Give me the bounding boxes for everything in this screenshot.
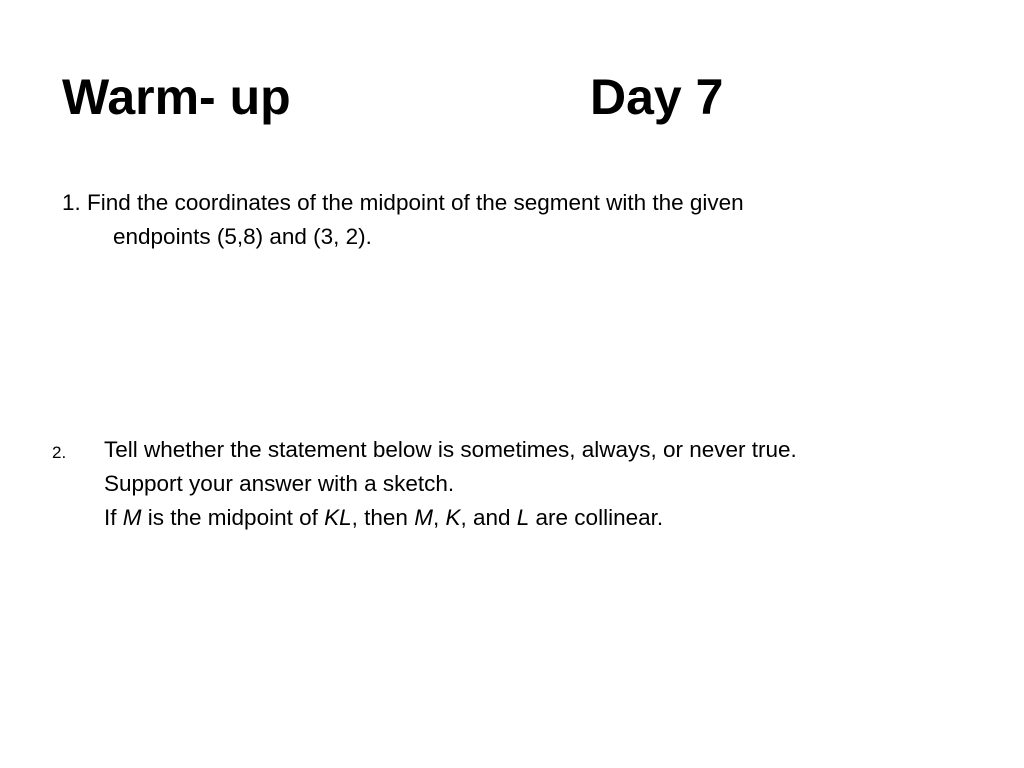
text-comma: ,	[432, 505, 446, 530]
question-2-number: 2.	[52, 443, 67, 462]
var-k: K	[445, 505, 461, 530]
var-m: M	[122, 505, 142, 530]
text-if: If	[104, 505, 123, 530]
text-is-midpoint-of: is the midpoint of	[141, 505, 325, 530]
var-kl: KL	[324, 505, 352, 530]
var-m-2: M	[414, 505, 433, 530]
question-2-body	[104, 433, 944, 535]
title-warm-up: Warm- up	[62, 69, 291, 125]
slide-title	[62, 64, 822, 134]
question-2-line-3	[104, 501, 944, 535]
question-2-line-2: Support your answer with a sketch.	[104, 471, 455, 496]
question-2-line-1: Tell whether the statement below is sometimes, always, or never true.	[104, 437, 797, 462]
text-then: , then	[351, 505, 415, 530]
text-are-collinear: are collinear.	[529, 505, 664, 530]
question-1	[62, 186, 892, 254]
var-l: L	[516, 505, 530, 530]
question-1-line-2: endpoints (5,8) and (3, 2).	[113, 224, 372, 249]
title-day: Day 7	[590, 69, 724, 125]
text-and: , and	[460, 505, 517, 530]
question-1-line-1: 1. Find the coordinates of the midpoint of the segment with the given	[62, 190, 744, 215]
